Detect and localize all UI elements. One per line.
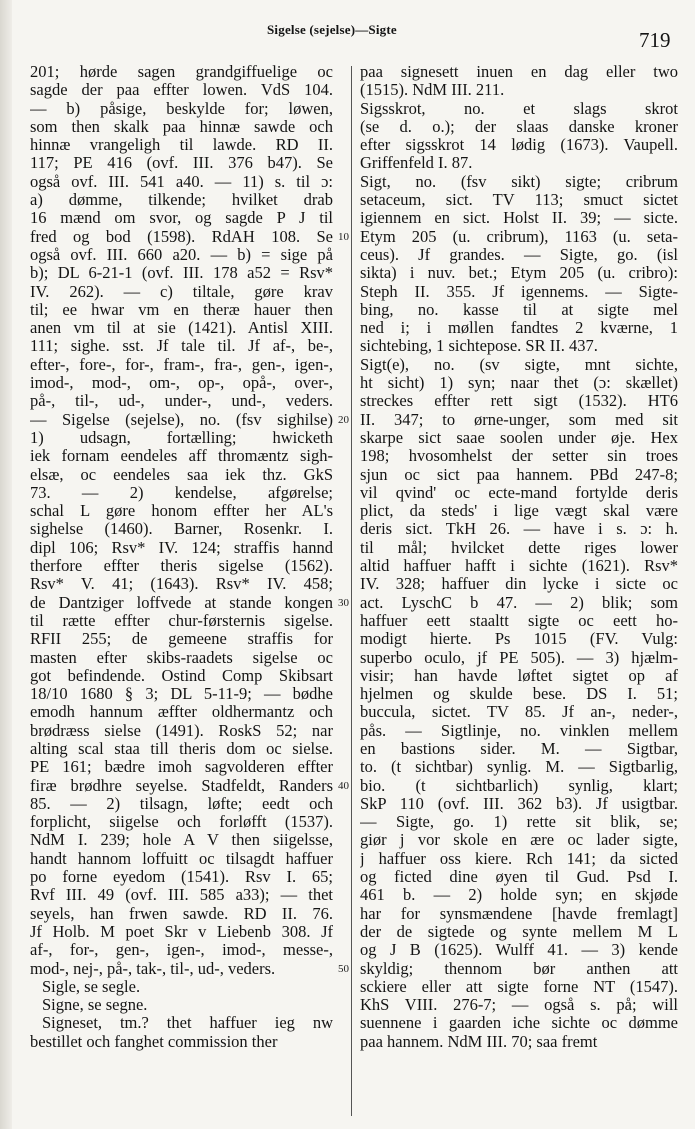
left-column-line: got befindende. Ostind Comp Skibsart [30, 666, 333, 685]
left-column-line: fred og bod (1598). RdAH 108. Se [30, 227, 333, 246]
left-column-line: sighelse (1460). Barner, Rosenkr. I. [30, 520, 333, 539]
left-column-line: efter-, fore-, for-, fram-, fra-, gen-, igen-, [30, 355, 333, 374]
left-column-line: schal L gøre honom effter her AL's [30, 502, 333, 521]
left-column-line: også ovf. III. 660 a20. — b) = sige på [30, 245, 333, 264]
right-column-line: buccula, sictet. TV 85. Jf an-, neder-, [360, 703, 678, 722]
right-column-line: plict, da steds' i lige vægt skal være [360, 502, 678, 521]
right-column-line: j haffuer oss kiere. Rch 141; da sicted [360, 849, 678, 868]
left-column-line: brødræss sielse (1491). RoskS 52; nar [30, 721, 333, 740]
right-column-line: der de sigtede og synte mellem M L [360, 922, 678, 941]
right-column-line: (se d. o.); der slaas danske kroner [360, 117, 678, 136]
right-column-line: har for synsmændene [havde fremlagt] [360, 904, 678, 923]
right-column-line: deris sict. TkH 26. — have i s. ɔ: h. [360, 520, 678, 539]
right-column-line: og ficted dine øyen til Gud. Psd I. [360, 868, 678, 887]
right-column-line: og J B (1625). Wulff 41. — 3) kende [360, 941, 678, 960]
left-column-line: Rvf III. 49 (ovf. III. 585 a33); — thet [30, 886, 333, 905]
right-column-line: pås. — Sigtlinje, no. vinklen mellem [360, 721, 678, 740]
right-column-line: sjun oc sict paa hannem. PBd 247-8; [360, 465, 678, 484]
page-header [0, 18, 695, 50]
left-column-line: anen vm til at sie (1421). Antisl XIII. [30, 319, 333, 338]
right-column-line: bing, no. kasse til at sigte mel [360, 300, 678, 319]
right-column-line: hjelmen og skulde bese. DS I. 51; [360, 685, 678, 704]
right-column-line: IV. 328; haffuer din lycke i sicte oc [360, 575, 678, 594]
left-column-line: IV. 262). — c) tiltale, gøre krav [30, 282, 333, 301]
left-column-line: 18/10 1680 § 3; DL 5-11-9; — bødhe [30, 685, 333, 704]
left-column-line: dipl 106; Rsv* IV. 124; straffis hannd [30, 538, 333, 557]
right-column-line: en bastions sider. M. — Sigtbar, [360, 739, 678, 758]
left-column-line: NdM I. 239; hole A V then siigelsse, [30, 831, 333, 850]
right-column-line: Etym 205 (u. cribrum), 1163 (u. seta- [360, 227, 678, 246]
right-column-line: ned i; i møllen fandtes 2 kværne, 1 [360, 319, 678, 338]
left-column-line: 16 mænd om svor, og sagde P J til [30, 209, 333, 228]
right-column-line: superbo oculo, jf PE 505). — 3) hjælm- [360, 648, 678, 667]
right-column-line: efter sigsskrot 14 lødig (1673). Vaupell. [360, 136, 678, 155]
left-column-line: seyels, han frwen sawde. RD II. 76. [30, 904, 333, 923]
left-column-line: Signeset, tm.? thet haffuer ieg nw [42, 1014, 333, 1033]
left-column-line: mod-, nej-, på-, tak-, til-, ud-, veders. [30, 959, 276, 978]
left-column-line: — Sigelse (sejelse), no. (fsv sighilse) [30, 410, 333, 429]
left-column-line: therfore effter theris sigelse (1562). [30, 557, 333, 576]
left-column-line: 117; PE 416 (ovf. III. 376 b47). Se [30, 154, 333, 173]
right-column-line: modigt hierte. Ps 1015 (FV. Vulg: [360, 630, 678, 649]
left-column-line: po forne eyedom (1541). Rsv I. 65; [30, 868, 333, 887]
right-column-line: giør j vor skole en ære oc lader sigte, [360, 831, 678, 850]
left-column-line: som then skalk paa hinnæ sawde och [30, 117, 333, 136]
left-column-line: forplicht, siigelse och forløfft (1537). [30, 813, 333, 832]
right-column-line: haffuer eett staaltt sigte oc eett ho- [360, 611, 678, 630]
left-column-line: PE 161; bædre imoh sagvolderen effter [30, 758, 333, 777]
right-column-line: ht sicht) 1) syn; naar thet (ɔ: skællet) [360, 374, 678, 393]
right-column [360, 63, 678, 1051]
right-column-line: sikta) i nuv. bet.; Etym 205 (u. cribro): [360, 264, 678, 283]
left-column-line: også ovf. III. 541 a40. — 11) s. til ɔ: [30, 172, 333, 191]
right-column-line: 461 b. — 2) holde syn; en skjøde [360, 886, 678, 905]
right-column-line: visir; han havde løftet sigtet op af [360, 666, 678, 685]
right-column-line: skarpe sict saae soolen under øje. Hex [360, 428, 678, 447]
right-column-line: Griffenfeld I. 87. [360, 154, 473, 173]
right-column-line: igiennem en sict. Holst II. 39; — sicte. [360, 209, 678, 228]
left-column-line: 85. — 2) tilsagn, løfte; eedt och [30, 794, 333, 813]
left-column-line: på-, til-, ud-, under-, und-, veders. [30, 392, 333, 411]
right-column-line: 198; hvosomhelst der setter sin troes [360, 447, 678, 466]
right-column-line: bio. (t sichtbarlich) synlig, klart; [360, 776, 678, 795]
left-column-line: b); DL 6-21-1 (ovf. III. 178 a52 = Rsv* [30, 264, 333, 283]
right-column-line: til mål; hvilcket dette riges lower [360, 538, 678, 557]
line-marker: 20 [338, 413, 349, 426]
left-column-line: a) dømme, tilkende; hvilket drab [30, 191, 333, 210]
left-column [30, 63, 333, 1051]
left-column-line: 111; sighe. sst. Jf tale til. Jf af-, be-, [30, 337, 333, 356]
page-number: 719 [639, 28, 671, 52]
right-column-line: (1515). NdM III. 211. [360, 81, 505, 100]
left-column-line: Jf Holb. M poet Skr v Liebenb 308. Jf [30, 922, 333, 941]
left-column-line: firæ brødhre seyelse. Stadfeldt, Randers [30, 776, 333, 795]
right-column-line: skyldig; thennom bør anthen att [360, 959, 678, 978]
line-marker: 10 [338, 230, 349, 243]
left-column-line: 201; hørde sagen grandgiffuelige oc [30, 63, 333, 81]
right-column-line: act. LyschC b 47. — 2) blik; som [360, 593, 678, 612]
left-column-line: Rsv* V. 41; (1643). Rsv* IV. 458; [30, 575, 333, 594]
left-column-line: hinnæ vrangeligh til lawde. RD II. [30, 136, 333, 155]
running-head: Sigelse (sejelse)—Sigte [267, 22, 397, 37]
page-spine-shadow [0, 0, 12, 1129]
left-column-line: handt hannom loffuitt oc tilsagdt haffuer [30, 849, 333, 868]
right-column-line: SkP 110 (ovf. III. 362 b3). Jf usigtbar. [360, 794, 678, 813]
left-column-line: de Dantziger loffvede at stande kongen [30, 593, 333, 612]
left-column-line: elsæ, oc eendeles saa iek thz. GkS [30, 465, 333, 484]
left-column-line: 1) udsagn, fortælling; hwicketh [30, 428, 333, 447]
left-column-line: RFII 255; de gemeene straffis for [30, 630, 333, 649]
column-rule [351, 66, 352, 1116]
right-column-line: setaceum, sict. TV 113; smuct sictet [360, 191, 678, 210]
left-column-line: bestillet och fanghet commission ther [30, 1032, 278, 1051]
left-column-line: iek fornam eendeles aff thromæntz sigh- [30, 447, 333, 466]
right-column-line: — Sigte, go. 1) rette sit blik, se; [360, 813, 678, 832]
right-column-line: to. (t sichtbar) synlig. M. — Sigtbarlig, [360, 758, 678, 777]
left-column-line: af-, for-, gen-, igen-, imod-, messe-, [30, 941, 333, 960]
right-column-line: vil qvind' oc ecte-mand fortylde deris [360, 483, 678, 502]
left-column-line: Sigle, se segle. [42, 977, 141, 996]
left-column-line: til; ee hwar vm en theræ hauer then [30, 300, 333, 319]
right-column-line: II. 347; to ørne-unger, som med sit [360, 410, 678, 429]
right-column-line: paa signesett inuen en dag eller two [360, 63, 678, 81]
left-column-line: alting scal staa till theris dom oc sielse. [30, 739, 333, 758]
right-column-line: Sigsskrot, no. et slags skrot [360, 99, 678, 118]
left-column-line: imod-, mod-, om-, op-, opå-, over-, [30, 374, 333, 393]
right-column-line: sichtebing, 1 sichtepose. SR II. 437. [360, 337, 598, 356]
right-column-line: streckes effter rett sigt (1532). HT6 [360, 392, 678, 411]
left-column-line: emodh hannum æffter oldhermantz och [30, 703, 333, 722]
right-column-line: altid haffuer hafft i sichte (1621). Rsv* [360, 557, 678, 576]
line-marker: 50 [338, 962, 349, 975]
right-column-line: Steph II. 355. Jf igennems. — Sigte- [360, 282, 678, 301]
left-column-line: 73. — 2) kendelse, afgørelse; [30, 483, 333, 502]
left-column-line: masten efter skibs-raadets sigelse oc [30, 648, 333, 667]
line-marker: 30 [338, 596, 349, 609]
right-column-line: sckiere eller att sigte forne NT (1547). [360, 977, 678, 996]
right-column-line: Sigt(e), no. (sv sigte, mnt sichte, [360, 355, 678, 374]
left-column-line: — b) påsige, beskylde for; løwen, [30, 99, 333, 118]
left-column-line: Signe, se segne. [42, 996, 148, 1015]
right-column-line: KhS VIII. 276-7; — også s. på; will [360, 996, 678, 1015]
left-column-line: til rætte effter chur-førsternis sigelse. [30, 611, 333, 630]
right-column-line: suennene i gaarden iche sichte oc dømme [360, 1014, 678, 1033]
right-column-line: ceus). Jf grandes. — Sigte, go. (isl [360, 245, 678, 264]
right-column-line: Sigt, no. (fsv sikt) sigte; cribrum [360, 172, 678, 191]
left-column-line: sagde der paa effter lowen. VdS 104. [30, 81, 333, 100]
right-column-line: paa hannem. NdM III. 70; saa fremt [360, 1032, 598, 1051]
line-marker: 40 [338, 779, 349, 792]
